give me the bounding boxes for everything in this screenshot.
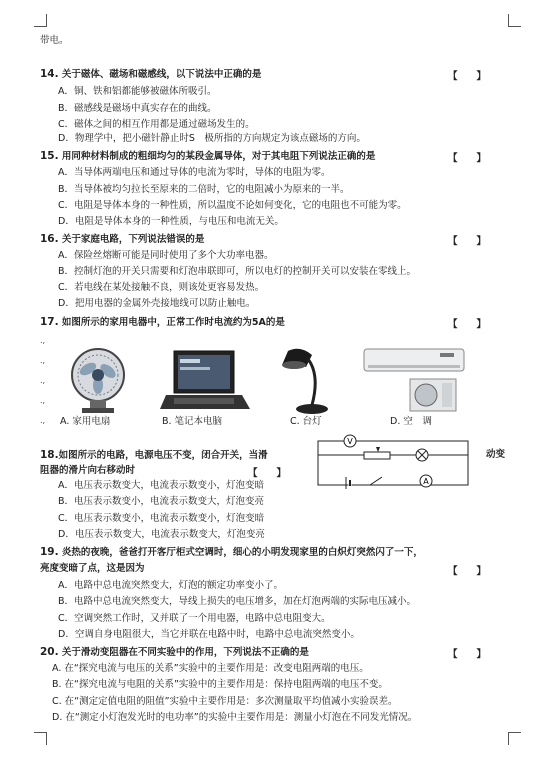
crop-mark-top-right [508,14,521,27]
question-16-number: 16. [40,233,59,245]
paragraph-mark: ., [40,376,46,385]
question-18-option-b: B．电压表示数变小，电流表示数变大，灯泡变亮 [58,496,265,507]
question-14-option-b: B．磁感线是磁场中真实存在的曲线。 [58,103,217,114]
question-15-option-c: C．电阻是导体本身的一种性质，所以温度不论如何变化，它的电阻也不可能为零。 [58,200,407,211]
paragraph-mark: ., [40,416,46,425]
crop-mark-top-left [34,14,47,27]
question-20-answer-bracket: 【 】 [448,649,487,660]
question-14-option-c: C．磁体之间的相互作用都是通过磁场发生的。 [58,119,255,130]
question-19-number: 19. [40,546,59,558]
question-14-stem [40,68,261,81]
question-15-answer-bracket: 【 】 [448,153,487,164]
paragraph-mark: ., [40,396,46,405]
question-17-text: 如图所示的家用电器中，正常工作时电流约为5A的是 [61,317,285,328]
question-16-option-a: A．保险丝熔断可能是同时使用了多个大功率电器。 [58,250,274,261]
question-18-option-d: D．电压表示数变大，电流表示数变大，灯泡变亮 [58,529,265,540]
question-15-option-a: A．当导体两端电压和通过导体的电流为零时，导体的电阻为零。 [58,167,331,178]
question-15-number: 15. [40,150,59,162]
question-16-answer-bracket: 【 】 [448,236,487,247]
voltmeter-label: V [347,437,353,446]
question-14-answer-bracket: 【 】 [448,71,487,82]
question-18-option-a: A．电压表示数变大，电流表示数变小，灯泡变暗 [58,480,264,491]
question-19-stem-a [40,546,423,559]
question-19-option-c: C．空调突然工作时，又并联了一个用电器，电路中总电阻变大。 [58,613,331,624]
question-19-text-b: 亮度变暗了点，这是因为 [40,563,145,574]
question-17-answer-bracket: 【 】 [448,319,487,330]
question-14-number: 14. [40,68,59,80]
question-18-text-c: 阻器的滑片向右移动时 [40,465,136,476]
circuit-diagram [310,433,472,493]
crop-mark-bottom-right [508,732,521,745]
question-16-option-d: D．把用电器的金属外壳接地线可以防止触电。 [58,298,256,309]
question-20-option-b: B. 在“探究电流与电阻的关系”实验中的主要作用是：保持电阻两端的电压不变。 [52,679,388,690]
question-15-text: 用同种材料制成的粗细均匀的某段金属导体，对于其电阻下列说法正确的是 [61,151,376,162]
question-19-option-b: B．电路中总电流突然变大，导线上损失的电压增多，加在灯泡两端的实际电压减小。 [58,596,417,607]
question-18-stem [40,449,268,462]
question-18-text-b: 动变 [486,449,506,460]
caption-c-lamp: C. 台灯 [290,416,322,427]
question-17-number: 17. [40,316,59,328]
question-19-text-a: 炎热的夜晚，爸爸打开客厅柜式空调时，细心的小明发现家里的白炽灯突然闪了一下， [61,547,423,558]
question-15-option-b: B．当导体被均匀拉长至原来的二倍时，它的电阻减小为原来的一半。 [58,184,350,195]
caption-d-air-conditioner: D. 空 调 [390,416,432,427]
crop-mark-bottom-left [34,732,47,745]
caption-b-laptop: B. 笔记本电脑 [162,416,223,427]
question-19-option-d: D．空调自身电阻很大，当它并联在电路中时，电路中总电流突然变小。 [58,629,360,640]
question-20-stem [40,646,309,659]
question-18-answer-bracket: 【 】 [248,468,287,479]
question-17-stem [40,316,285,329]
question-19-answer-bracket: 【 】 [448,566,487,577]
question-19-option-a: A．电路中总电流突然变大，灯泡的额定功率变小了。 [58,580,283,591]
question-14-option-d: D．物理学中，把小磁针静止时S 极所指的方向规定为该点磁场的方向。 [58,133,366,144]
question-18-option-c: C．电压表示数变小，电流表示数变小，灯泡变暗 [58,513,265,524]
top-line-text: 带电。 [40,35,69,46]
question-16-option-c: C．若电线在某处接触不良，则该处更容易发热。 [58,282,265,293]
question-16-text: 关于家庭电路，下列说法错误的是 [61,234,205,245]
caption-a-fan: A. 家用电扇 [60,416,111,427]
question-14-option-a: A．铜、铁和铝都能够被磁体所吸引。 [58,86,217,97]
question-18-text-a: 如图所示的电路，电源电压不变，闭合开关，当滑 [58,450,268,461]
paragraph-mark: ., [40,336,46,345]
question-18-number: 18. [40,449,59,461]
question-14-text: 关于磁体、磁场和磁感线，以下说法中正确的是 [61,69,262,80]
question-20-option-c: C. 在“测定定值电阻的阻值”实验中主要作用是：多次测量取平均值减小实验误差。 [52,696,398,707]
ammeter-label: A [423,477,429,486]
paragraph-mark: ., [40,356,46,365]
question-20-option-a: A. 在“探究电流与电压的关系”实验中的主要作用是：改变电阻两端的电压。 [52,663,369,674]
question-15-option-d: D．电阻是导体本身的一种性质，与电压和电流无关。 [58,216,284,227]
question-15-stem [40,150,375,163]
question-16-option-b: B．控制灯泡的开关只需要和灯泡串联即可，所以电灯的控制开关可以安装在零线上。 [58,266,417,277]
question-20-number: 20. [40,646,59,658]
question-16-stem [40,233,204,246]
question-20-option-d: D. 在“测定小灯泡发光时的电功率”的实验中主要作用是：测量小灯泡在不同发光情况。 [52,712,418,723]
question-20-text: 关于滑动变阻器在不同实验中的作用，下列说法不正确的是 [61,647,309,658]
